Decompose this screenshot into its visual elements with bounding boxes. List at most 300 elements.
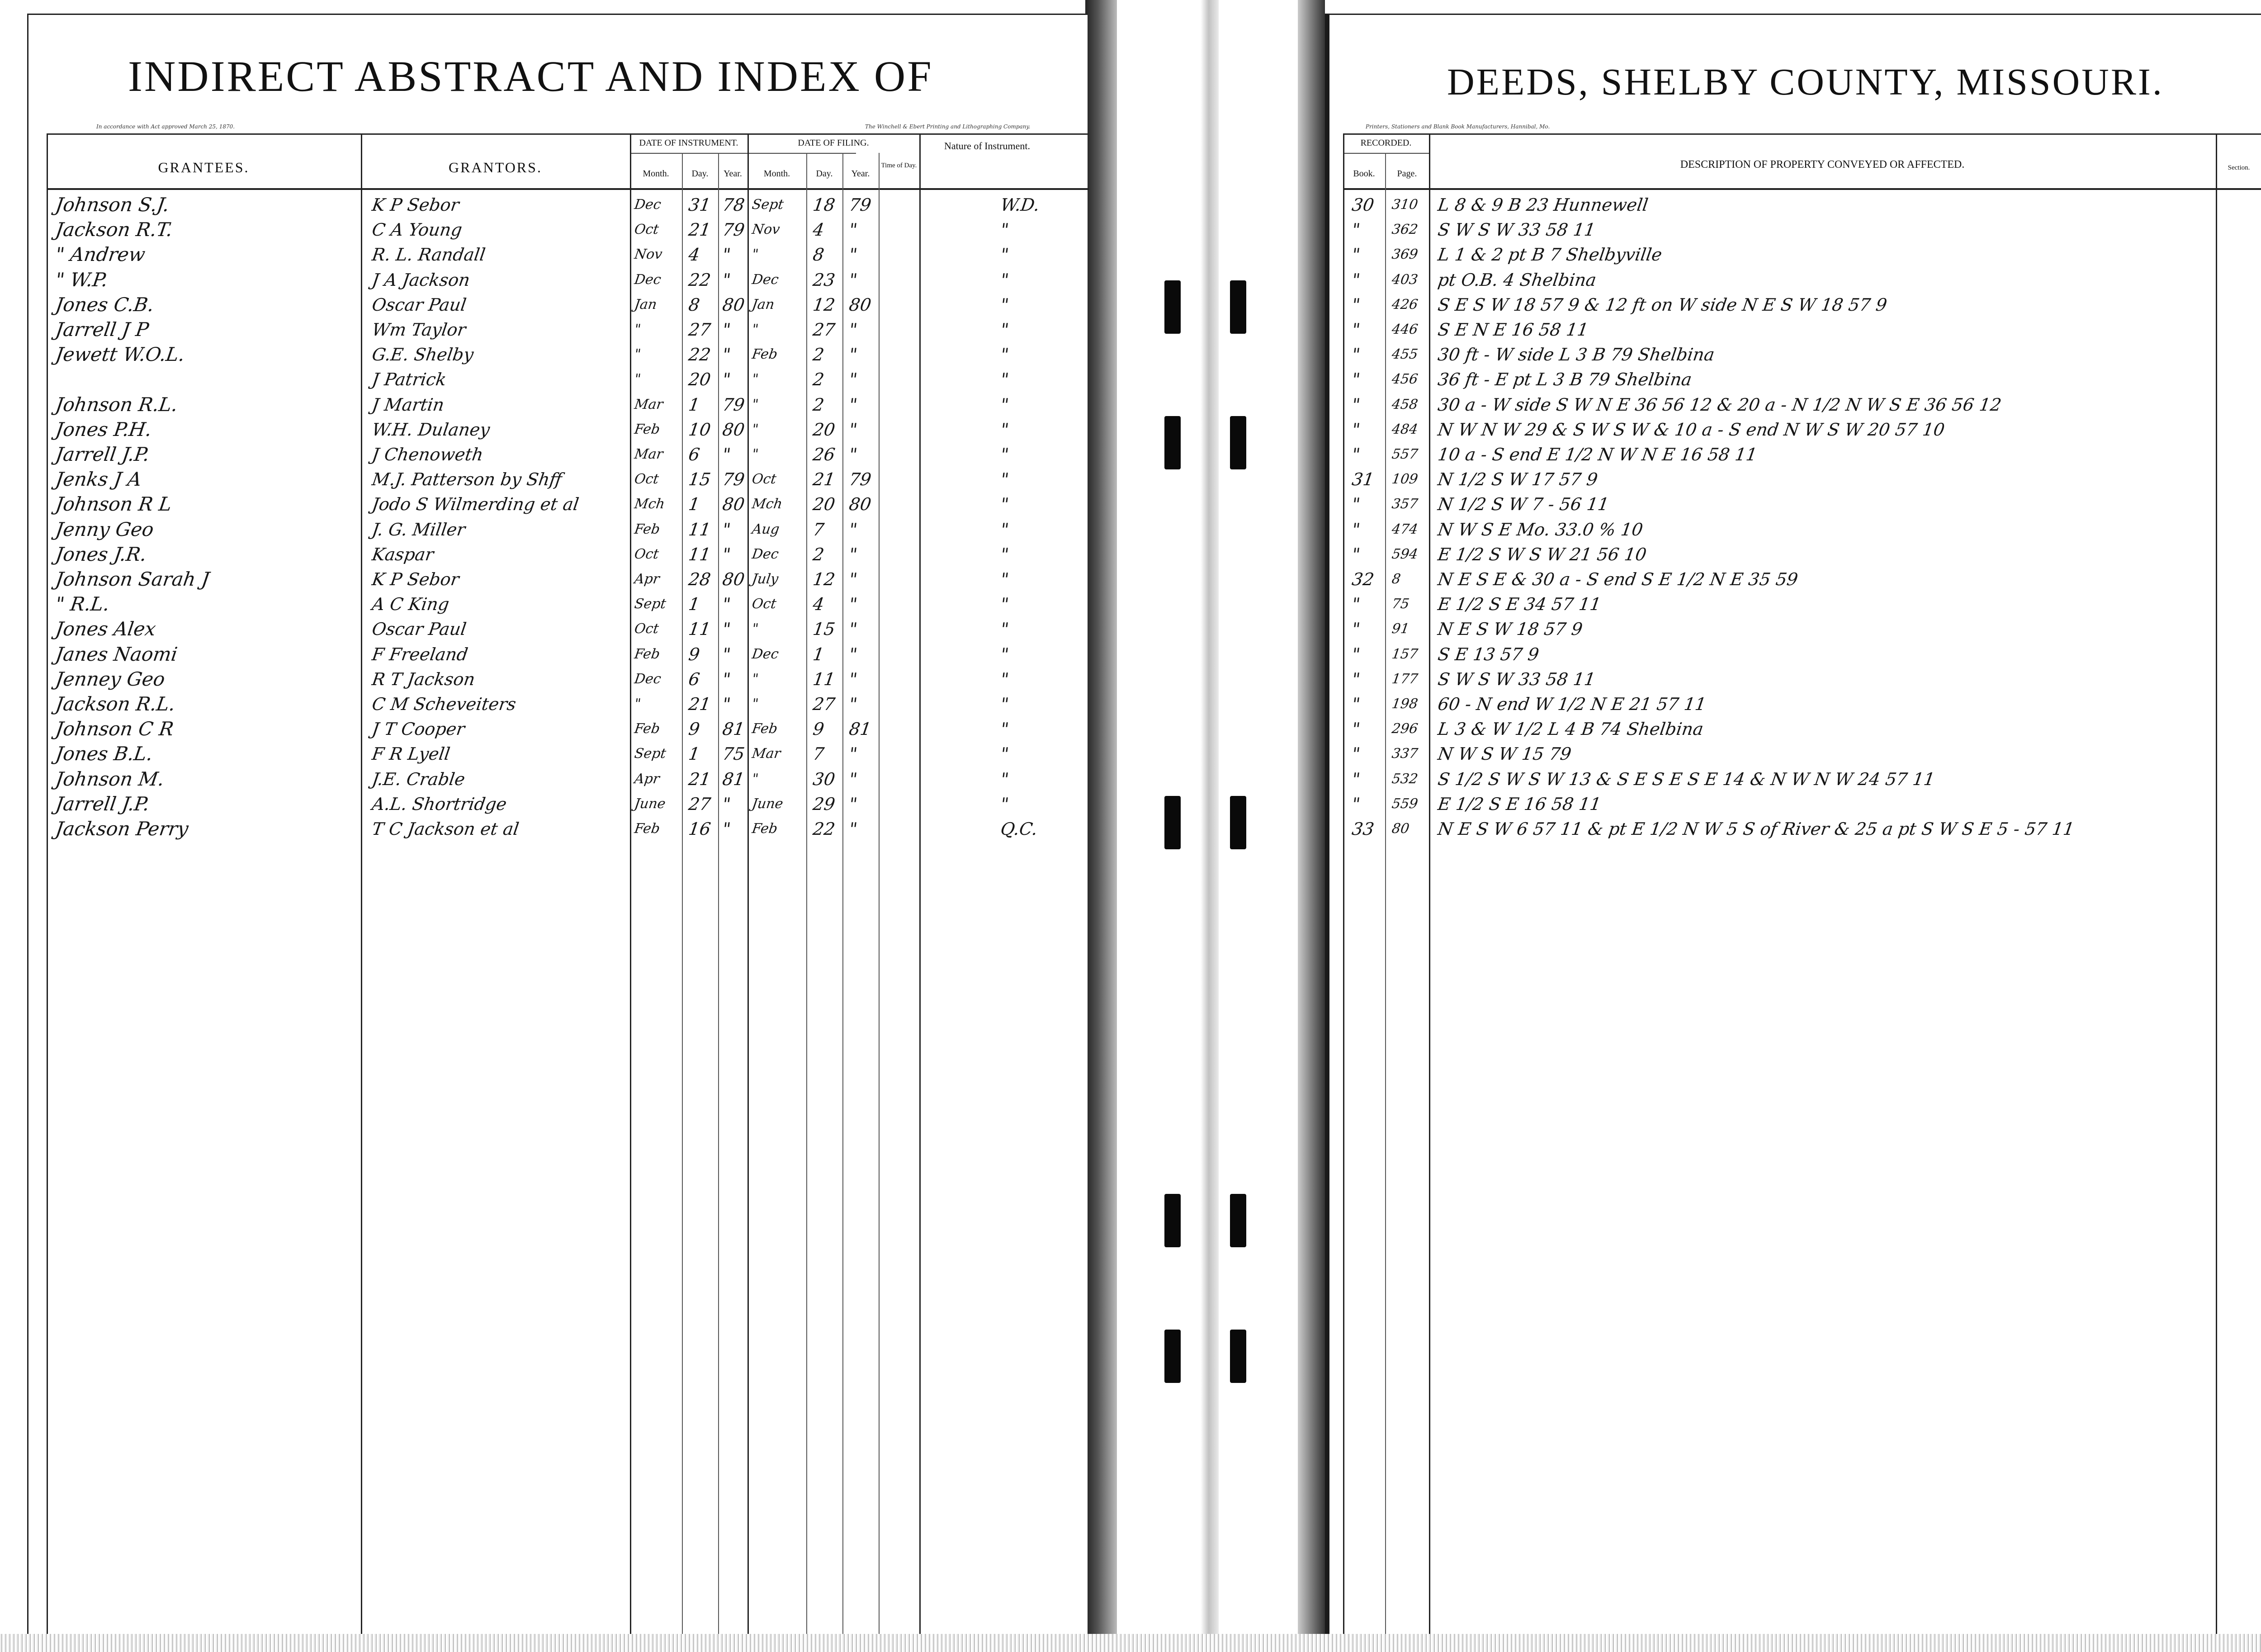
book-cell: ": [1350, 619, 1362, 639]
grantee-cell: Johnson S.J.: [54, 194, 171, 216]
instrument-day-cell: 4: [687, 245, 701, 265]
page-cell: 456: [1391, 371, 1419, 388]
filing-year-cell: ": [847, 320, 859, 340]
instrument-year-cell: 80: [721, 419, 746, 440]
page-cell: 458: [1391, 396, 1419, 412]
instrument-year-cell: ": [721, 320, 732, 340]
left-ledger-page: [27, 14, 1088, 1642]
page-cell: 594: [1391, 546, 1419, 562]
nature-cell: ": [999, 445, 1010, 464]
grantor-cell: J.E. Crable: [370, 769, 467, 789]
nature-cell: ": [999, 544, 1010, 564]
binding-hole: [1164, 280, 1181, 334]
instrument-day-cell: 1: [687, 744, 701, 764]
instrument-month-cell: Feb: [633, 421, 661, 437]
instrument-month-cell: Oct: [633, 222, 660, 238]
description-cell: N W S E Mo. 33.0 % 10: [1436, 519, 1644, 540]
page-cell: 80: [1391, 821, 1410, 837]
filing-month-cell: Feb: [751, 721, 779, 737]
instrument-day-cell: 1: [687, 394, 701, 415]
grantee-cell: Jackson R.L.: [54, 693, 177, 715]
instrument-day-cell: 11: [687, 519, 712, 540]
grantee-cell: Jenny Geo: [54, 518, 156, 540]
description-cell: N E S W 18 57 9: [1436, 619, 1584, 639]
description-cell: pt O.B. 4 Shelbina: [1436, 270, 1598, 290]
page-cell: 446: [1391, 322, 1419, 337]
nature-cell: ": [999, 220, 1010, 240]
book-cell: 33: [1350, 819, 1376, 839]
filing-month-cell: ": [751, 396, 760, 412]
instrument-day-cell: 21: [687, 694, 712, 714]
description-cell: S E N E 16 58 11: [1436, 320, 1590, 340]
section-header: Section.: [2228, 164, 2250, 171]
instrument-year-cell: 80: [721, 294, 746, 315]
filing-day-cell: 20: [811, 419, 837, 440]
description-cell: S E 13 57 9: [1436, 644, 1541, 664]
nature-cell: ": [999, 569, 1010, 589]
grantee-cell: Johnson R L: [54, 493, 173, 516]
grantee-cell: Jenks J A: [54, 468, 143, 491]
instrument-month-cell: Mar: [633, 446, 664, 462]
grantor-cell: J Chenoweth: [370, 445, 485, 464]
right-entry-row: [1329, 543, 2261, 568]
filing-month-cell: June: [751, 795, 784, 812]
nature-cell: ": [999, 494, 1010, 515]
left-page-title: INDIRECT ABSTRACT AND INDEX OF: [128, 52, 933, 100]
instrument-month-cell: Sept: [633, 746, 667, 762]
filing-year-header: Year.: [851, 169, 870, 179]
filing-day-cell: 9: [811, 719, 826, 739]
filing-year-cell: ": [847, 669, 859, 689]
binding-hole: [1230, 796, 1246, 849]
nature-cell: ": [999, 519, 1010, 540]
right-entry-row: [1329, 568, 2261, 593]
instrument-month-cell: ": [633, 696, 642, 712]
printer-note: The Winchell & Ebert Printing and Lithographing Company.: [865, 123, 1031, 130]
left-entry-row: [28, 618, 1089, 643]
instrument-year-cell: ": [721, 669, 732, 689]
binding-hole: [1164, 1330, 1181, 1383]
instrument-month-cell: June: [633, 795, 667, 812]
right-entry-row: [1329, 818, 2261, 843]
book-cell: ": [1350, 270, 1362, 290]
filing-day-cell: 12: [811, 569, 837, 589]
filing-month-cell: ": [751, 371, 760, 388]
filing-month-cell: ": [751, 671, 760, 687]
grantor-cell: K P Sebor: [370, 569, 461, 589]
page-cell: 474: [1391, 521, 1419, 537]
instrument-month-cell: Oct: [633, 621, 660, 637]
left-entry-row: [28, 643, 1089, 668]
filing-year-cell: ": [847, 619, 859, 639]
page-cell: 532: [1391, 771, 1419, 787]
filing-month-cell: Nov: [751, 222, 781, 238]
instrument-year-cell: ": [721, 794, 732, 814]
left-entry-row: [28, 718, 1089, 743]
instrument-day-cell: 21: [687, 220, 712, 240]
page-cell: 75: [1391, 596, 1410, 612]
instrument-day-cell: 1: [687, 594, 701, 615]
page-cell: 455: [1391, 346, 1419, 363]
nature-cell: ": [999, 294, 1010, 315]
description-cell: 36 ft - E pt L 3 B 79 Shelbina: [1436, 369, 1693, 390]
instrument-day-cell: 20: [687, 369, 712, 390]
book-cell: ": [1350, 494, 1362, 515]
right-entry-row: [1329, 693, 2261, 718]
instrument-month-cell: Feb: [633, 721, 661, 737]
filing-year-cell: ": [847, 519, 859, 540]
grantor-cell: R T Jackson: [370, 669, 477, 689]
filing-day-cell: 18: [811, 195, 837, 215]
header-top-rule: [1343, 133, 2261, 135]
nature-cell: ": [999, 619, 1010, 639]
right-entry-row: [1329, 793, 2261, 818]
left-entry-row: [28, 194, 1089, 219]
instrument-month-cell: Feb: [633, 646, 661, 662]
left-entry-row: [28, 468, 1089, 493]
grantor-cell: J Patrick: [370, 369, 448, 390]
instrument-year-cell: 81: [721, 719, 746, 739]
header-bottom-rule: [47, 188, 1089, 190]
page-cell: 177: [1391, 671, 1419, 687]
filing-day-cell: 4: [811, 594, 826, 615]
right-entry-row: [1329, 194, 2261, 219]
grantee-cell: Johnson Sarah J: [54, 568, 211, 590]
book-cell: ": [1350, 669, 1362, 689]
instrument-day-cell: 27: [687, 794, 712, 814]
instrument-day-cell: 11: [687, 544, 712, 564]
filing-year-cell: 80: [847, 294, 873, 315]
book-cell: ": [1350, 419, 1362, 440]
instrument-month-cell: Sept: [633, 596, 667, 612]
grantee-cell: Jackson Perry: [54, 818, 190, 840]
filing-month-cell: Dec: [751, 271, 780, 288]
grantor-cell: W.H. Dulaney: [370, 419, 492, 440]
instrument-year-cell: 75: [721, 744, 746, 764]
instrument-year-cell: 79: [721, 394, 746, 415]
right-entry-row: [1329, 343, 2261, 369]
filing-year-cell: 81: [847, 719, 873, 739]
page-cell: 109: [1391, 471, 1419, 488]
grantee-cell: Jarrell J.P.: [54, 443, 151, 465]
page-edge: [0, 1634, 2261, 1652]
instrument-month-cell: Dec: [633, 197, 662, 213]
book-cell: ": [1350, 369, 1362, 390]
instrument-month-cell: Feb: [633, 821, 661, 837]
grantor-cell: Jodo S Wilmerding et al: [370, 494, 580, 515]
instrument-month-cell: Mar: [633, 396, 664, 412]
instrument-year-cell: ": [721, 270, 732, 290]
book-cell: ": [1350, 345, 1362, 365]
filing-month-cell: ": [751, 322, 760, 337]
left-entry-row: [28, 793, 1089, 818]
grantor-cell: T C Jackson et al: [370, 819, 520, 839]
description-cell: S W S W 33 58 11: [1436, 220, 1597, 240]
binding-hole: [1164, 1194, 1181, 1247]
left-entry-row: [28, 493, 1089, 518]
filing-year-cell: ": [847, 419, 859, 440]
nature-cell: W.D.: [999, 195, 1041, 215]
nature-cell: ": [999, 394, 1010, 415]
instrument-year-cell: ": [721, 445, 732, 464]
grantee-cell: Johnson R.L.: [54, 393, 180, 416]
right-entry-row: [1329, 593, 2261, 618]
filing-day-cell: 21: [811, 469, 837, 490]
filing-month-cell: Feb: [751, 821, 779, 837]
right-entry-row: [1329, 768, 2261, 793]
left-entry-row: [28, 343, 1089, 369]
filing-day-cell: 11: [811, 669, 837, 689]
description-cell: S W S W 33 58 11: [1436, 669, 1597, 689]
instrument-day-header: Day.: [691, 169, 709, 179]
book-cell: ": [1350, 519, 1362, 540]
filing-year-cell: 79: [847, 469, 873, 490]
right-ledger-page: [1325, 14, 2261, 1642]
filing-year-cell: 80: [847, 494, 873, 515]
right-entry-row: [1329, 418, 2261, 444]
book-cell: ": [1350, 544, 1362, 564]
filing-month-cell: Mar: [751, 746, 782, 762]
instrument-month-cell: Jan: [633, 296, 658, 312]
binding-hole: [1230, 1330, 1246, 1383]
instrument-day-cell: 6: [687, 445, 701, 464]
filing-day-cell: 7: [811, 744, 826, 764]
filing-year-cell: ": [847, 694, 859, 714]
filing-month-cell: ": [751, 696, 760, 712]
book-cell: ": [1350, 245, 1362, 265]
instrument-day-cell: 22: [687, 345, 712, 365]
filing-day-cell: 12: [811, 294, 837, 315]
instrument-day-cell: 1: [687, 494, 701, 515]
nature-cell: ": [999, 719, 1010, 739]
book-cell: ": [1350, 694, 1362, 714]
page-cell: 557: [1391, 446, 1419, 462]
grantor-cell: Wm Taylor: [370, 320, 467, 340]
grantor-cell: F R Lyell: [370, 744, 452, 764]
description-cell: 30 a - W side S W N E 36 56 12 & 20 a - N 1/2 N W S E 36 56 12: [1436, 394, 2003, 415]
description-cell: N 1/2 S W 17 57 9: [1436, 469, 1599, 490]
grantee-cell: Jones J.R.: [54, 543, 148, 565]
instrument-year-cell: ": [721, 544, 732, 564]
grantee-cell: Jewett W.O.L.: [54, 343, 186, 366]
instrument-year-header: Year.: [724, 169, 742, 179]
instrument-day-cell: 8: [687, 294, 701, 315]
book-cell: 31: [1350, 469, 1376, 490]
left-entry-row: [28, 243, 1089, 269]
instrument-day-cell: 6: [687, 669, 701, 689]
grantee-cell: Jones P.H.: [54, 418, 153, 440]
grantee-cell: Jarrell J.P.: [54, 792, 151, 815]
filing-day-cell: 2: [811, 544, 826, 564]
grantee-cell: Jones C.B.: [54, 293, 156, 316]
left-entry-row: [28, 743, 1089, 768]
filing-year-cell: ": [847, 819, 859, 839]
filing-year-cell: ": [847, 644, 859, 664]
instrument-year-cell: 81: [721, 769, 746, 789]
filing-day-header: Day.: [816, 169, 833, 179]
binding-hole: [1164, 796, 1181, 849]
nature-cell: ": [999, 369, 1010, 390]
filing-month-cell: Jan: [751, 296, 776, 312]
instrument-year-cell: ": [721, 819, 732, 839]
instrument-month-cell: Mch: [633, 496, 666, 512]
filing-month-cell: ": [751, 771, 760, 787]
filing-year-cell: ": [847, 345, 859, 365]
instrument-year-cell: 79: [721, 220, 746, 240]
grantee-cell: " R.L.: [54, 593, 111, 615]
filing-day-cell: 22: [811, 819, 837, 839]
left-entry-row: [28, 269, 1089, 294]
nature-cell: ": [999, 270, 1010, 290]
gutter-shadow-right: [1298, 0, 1325, 1652]
filing-year-cell: ": [847, 394, 859, 415]
left-entry-row: [28, 368, 1089, 393]
description-cell: L 1 & 2 pt B 7 Shelbyville: [1436, 245, 1664, 265]
right-entry-row: [1329, 393, 2261, 419]
description-cell: E 1/2 S W S W 21 56 10: [1436, 544, 1648, 564]
instrument-month-cell: ": [633, 322, 642, 337]
right-entry-row: [1329, 743, 2261, 768]
filing-day-cell: 26: [811, 445, 837, 464]
filing-month-cell: Aug: [751, 521, 780, 537]
binding-hole: [1230, 416, 1246, 469]
book-gutter: [1085, 0, 1325, 1652]
right-entry-row: [1329, 318, 2261, 344]
description-cell: N E S W 6 57 11 & pt E 1/2 N W 5 S of River & 25 a pt S W S E 5 - 57 11: [1436, 819, 2076, 839]
binding-hole: [1230, 1194, 1246, 1247]
instrument-year-cell: ": [721, 245, 732, 265]
description-cell: E 1/2 S E 34 57 11: [1436, 594, 1603, 615]
left-entry-row: [28, 818, 1089, 843]
book-cell: ": [1350, 320, 1362, 340]
book-cell: 32: [1350, 569, 1376, 589]
right-entry-row: [1329, 468, 2261, 493]
left-entry-row: [28, 393, 1089, 419]
page-cell: 91: [1391, 621, 1410, 637]
binding-hole: [1164, 416, 1181, 469]
left-entry-row: [28, 293, 1089, 319]
page-cell: 403: [1391, 271, 1419, 288]
instrument-month-cell: Oct: [633, 471, 660, 488]
filing-year-cell: ": [847, 594, 859, 615]
date-of-filing-header: DATE OF FILING.: [798, 138, 869, 148]
instrument-day-cell: 15: [687, 469, 712, 490]
grantor-cell: A.L. Shortridge: [370, 794, 508, 814]
right-printer-note: Printers, Stationers and Blank Book Manufacturers, Hannibal, Mo.: [1366, 123, 1550, 130]
grantee-cell: Johnson M.: [54, 767, 166, 790]
right-entry-row: [1329, 368, 2261, 393]
right-entry-row: [1329, 269, 2261, 294]
book-cell: ": [1350, 644, 1362, 664]
grantor-cell: Oscar Paul: [370, 619, 468, 639]
grantee-cell: Johnson C R: [54, 718, 175, 740]
filing-day-cell: 2: [811, 369, 826, 390]
filing-year-cell: ": [847, 544, 859, 564]
nature-cell: ": [999, 320, 1010, 340]
filing-month-cell: Oct: [751, 471, 777, 488]
description-cell: 10 a - S end E 1/2 N W N E 16 58 11: [1436, 445, 1759, 464]
filing-month-cell: ": [751, 446, 760, 462]
description-cell: N 1/2 S W 7 - 56 11: [1436, 494, 1610, 515]
instrument-day-cell: 27: [687, 320, 712, 340]
grantor-cell: C A Young: [370, 220, 464, 240]
right-page-title: DEEDS, SHELBY COUNTY, MISSOURI.: [1447, 61, 2164, 103]
instrument-year-cell: ": [721, 369, 732, 390]
instrument-month-cell: Nov: [633, 246, 663, 263]
filing-month-header: Month.: [763, 169, 790, 179]
description-cell: N W N W 29 & S W S W & 10 a - S end N W S W 20 57 10: [1436, 419, 1946, 440]
instrument-year-cell: 79: [721, 469, 746, 490]
filing-day-cell: 8: [811, 245, 826, 265]
left-entry-row: [28, 768, 1089, 793]
nature-cell: ": [999, 794, 1010, 814]
description-cell: S E S W 18 57 9 & 12 ft on W side N E S W 18 57 9: [1436, 294, 1888, 315]
right-entry-row: [1329, 643, 2261, 668]
grantor-cell: J A Jackson: [370, 270, 471, 290]
grantor-cell: A C King: [370, 594, 451, 615]
instrument-year-cell: ": [721, 644, 732, 664]
instrument-year-cell: ": [721, 519, 732, 540]
page-cell: 559: [1391, 795, 1419, 812]
instrument-year-cell: ": [721, 345, 732, 365]
page-header: Page.: [1397, 169, 1417, 179]
nature-of-instrument-header: Nature of Instrument.: [944, 140, 1030, 151]
grantee-cell: Jones B.L.: [54, 743, 154, 765]
filing-month-cell: Sept: [751, 197, 785, 213]
page-cell: 484: [1391, 421, 1419, 437]
right-entry-row: [1329, 493, 2261, 518]
nature-cell: ": [999, 769, 1010, 789]
grantor-cell: J. G. Miller: [370, 519, 467, 540]
nature-cell: ": [999, 594, 1010, 615]
instrument-day-cell: 11: [687, 619, 712, 639]
right-entry-row: [1329, 218, 2261, 244]
nature-cell: ": [999, 669, 1010, 689]
filing-year-cell: ": [847, 769, 859, 789]
instrument-month-cell: ": [633, 371, 642, 388]
filing-month-cell: ": [751, 621, 760, 637]
grantor-cell: C M Scheveiters: [370, 694, 518, 714]
instrument-year-cell: 80: [721, 494, 746, 515]
grantor-cell: R. L. Randall: [370, 245, 487, 265]
filing-day-cell: 27: [811, 320, 837, 340]
instrument-month-header: Month.: [643, 169, 669, 179]
right-entry-row: [1329, 518, 2261, 544]
instrument-day-cell: 21: [687, 769, 712, 789]
grantor-cell: F Freeland: [370, 644, 469, 664]
book-cell: ": [1350, 294, 1362, 315]
description-cell: S 1/2 S W S W 13 & S E S E S E 14 & N W N W 24 57 11: [1436, 769, 1936, 789]
right-entry-row: [1329, 718, 2261, 743]
right-entry-row: [1329, 668, 2261, 693]
page-cell: 357: [1391, 496, 1419, 512]
left-entry-row: [28, 593, 1089, 618]
grantee-cell: Jenney Geo: [54, 667, 166, 690]
instrument-day-cell: 22: [687, 270, 712, 290]
page-cell: 337: [1391, 746, 1419, 762]
grantor-cell: Kaspar: [370, 544, 435, 564]
filing-month-cell: Oct: [751, 596, 777, 612]
left-entry-row: [28, 518, 1089, 544]
grantor-cell: J T Cooper: [370, 719, 466, 739]
description-cell: E 1/2 S E 16 58 11: [1436, 794, 1603, 814]
page-cell: 310: [1391, 197, 1419, 213]
instrument-year-cell: ": [721, 694, 732, 714]
description-cell: L 8 & 9 B 23 Hunnewell: [1436, 195, 1650, 215]
filing-day-cell: 27: [811, 694, 837, 714]
left-entry-row: [28, 218, 1089, 244]
instrument-year-cell: ": [721, 619, 732, 639]
